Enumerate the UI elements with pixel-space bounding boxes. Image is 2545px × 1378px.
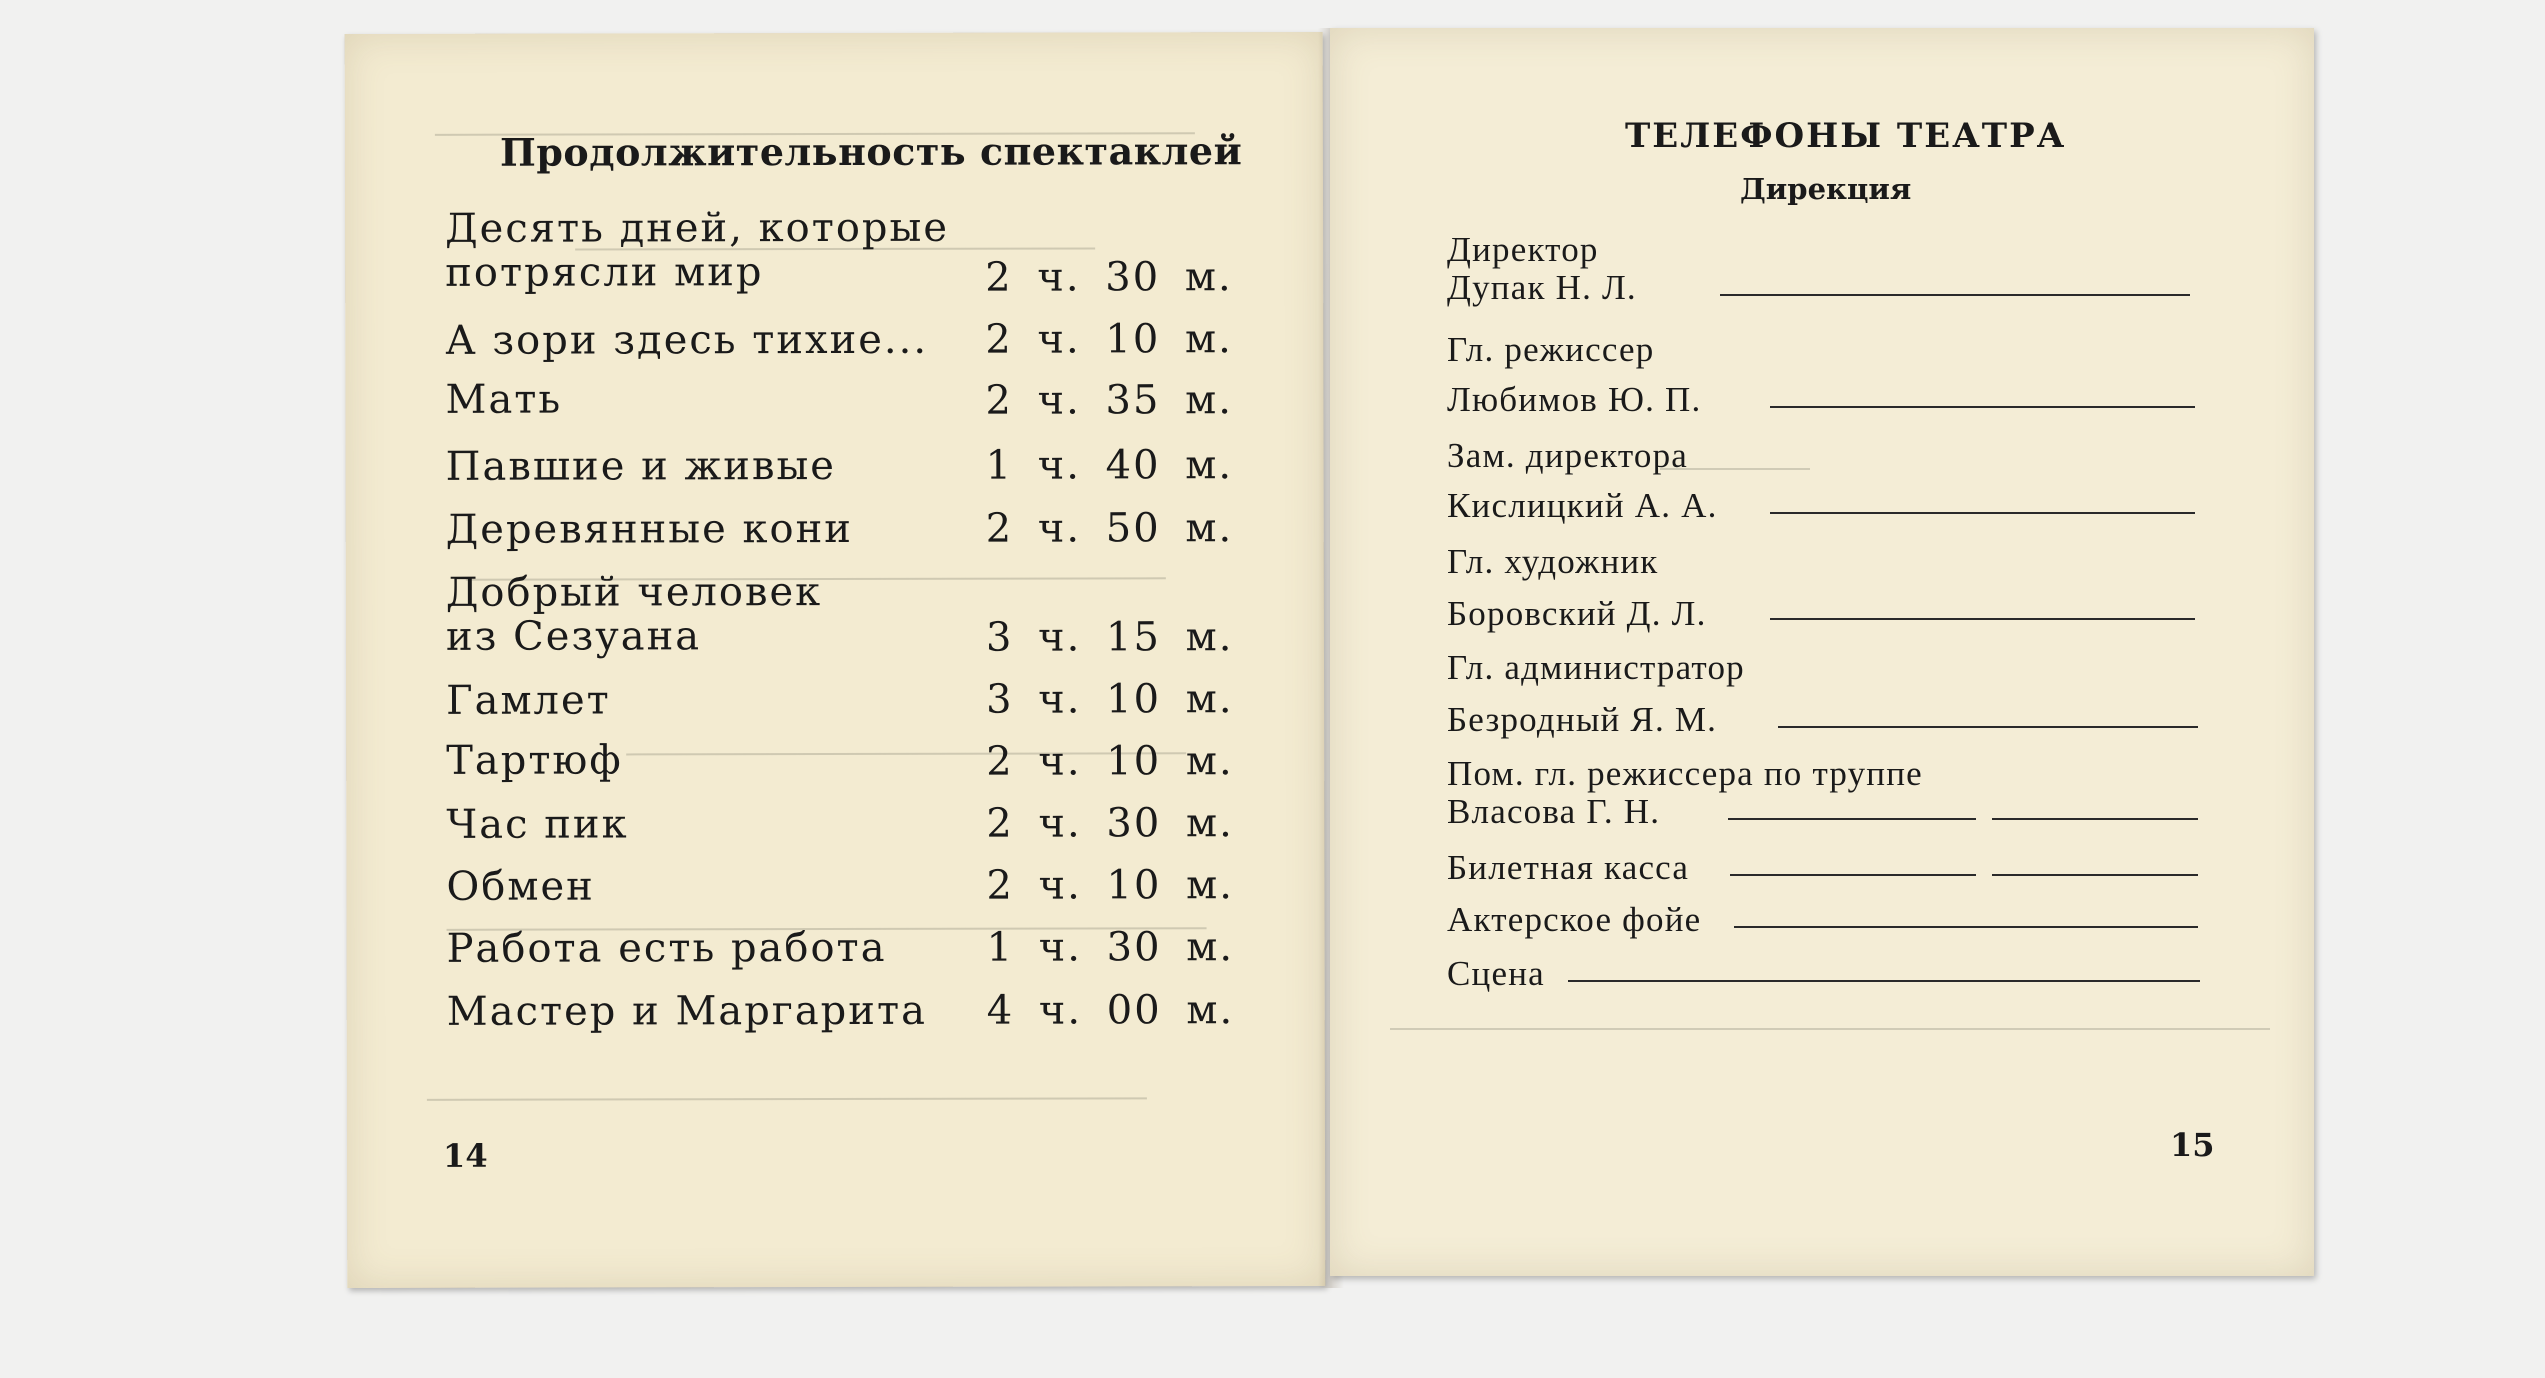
performance-duration: 2 ч. 30 м. xyxy=(986,800,1234,847)
page-number: 15 xyxy=(2170,1126,2215,1164)
phone-blank-line xyxy=(1720,294,2190,296)
phone-blank-line xyxy=(1730,874,1976,876)
performance-duration: 4 ч. 00 м. xyxy=(986,987,1235,1034)
page-title: ТЕЛЕФОНЫ ТЕАТРА xyxy=(1625,116,2067,156)
phone-blank-line xyxy=(1734,926,2198,928)
phone-blank-line xyxy=(1568,980,2200,982)
performance-title: Добрый человек xyxy=(445,569,823,616)
person-name: Любимов Ю. П. xyxy=(1447,380,1702,419)
performance-title: из Сезуана xyxy=(445,613,702,660)
role-label: Гл. художник xyxy=(1447,542,1659,581)
role-label: Зам. директора xyxy=(1447,436,1689,475)
section-subtitle: Дирекция xyxy=(1740,172,1912,206)
phone-blank-line xyxy=(1728,818,1976,820)
performance-title: Десять дней, которые xyxy=(445,204,950,252)
person-name: Безродный Я. М. xyxy=(1447,700,1718,739)
role-label: Гл. администратор xyxy=(1447,648,1745,687)
left-page xyxy=(345,32,1326,1288)
performance-title: Мастер и Маргарита xyxy=(446,987,927,1035)
performance-duration: 2 ч. 30 м. xyxy=(985,254,1233,301)
right-page xyxy=(1330,28,2314,1276)
person-name: Дупак Н. Л. xyxy=(1447,268,1637,307)
page-number: 14 xyxy=(442,1136,488,1175)
performance-duration: 1 ч. 30 м. xyxy=(986,924,1235,971)
performance-duration: 2 ч. 35 м. xyxy=(985,377,1233,424)
performance-duration: 1 ч. 40 м. xyxy=(985,442,1234,489)
performance-title: А зори здесь тихие... xyxy=(445,316,929,364)
person-name: Кислицкий А. А. xyxy=(1447,486,1718,525)
person-name: Власова Г. Н. xyxy=(1447,792,1661,831)
performance-duration: 2 ч. 10 м. xyxy=(986,862,1235,909)
performance-title: Тартюф xyxy=(446,737,623,784)
performance-duration: 2 ч. 10 м. xyxy=(985,316,1233,363)
performance-title: Павшие и живые xyxy=(445,442,836,490)
performance-duration: 2 ч. 50 м. xyxy=(985,505,1234,552)
service-label: Сцена xyxy=(1447,954,1545,993)
page-title: Продолжительность спектаклей xyxy=(499,128,1243,175)
phone-blank-line xyxy=(1778,726,2198,728)
phone-blank-line xyxy=(1770,618,2195,620)
performance-duration: 3 ч. 15 м. xyxy=(985,614,1234,661)
performance-title: потрясли мир xyxy=(445,249,764,296)
performance-title: Час пик xyxy=(446,801,629,848)
role-label: Директор xyxy=(1447,230,1599,269)
performance-title: Работа есть работа xyxy=(446,924,887,972)
service-label: Актерское фойе xyxy=(1447,900,1702,939)
performance-duration: 2 ч. 10 м. xyxy=(986,738,1234,785)
person-name: Боровский Д. Л. xyxy=(1447,594,1707,633)
role-label: Пом. гл. режиссера по труппе xyxy=(1447,754,1923,793)
performance-title: Обмен xyxy=(446,863,595,910)
role-label: Гл. режиссер xyxy=(1447,330,1655,369)
phone-blank-line xyxy=(1770,406,2195,408)
phone-blank-line xyxy=(1770,512,2195,514)
phone-blank-line xyxy=(1992,818,2198,820)
performance-title: Мать xyxy=(445,376,563,423)
phone-blank-line xyxy=(1992,874,2198,876)
performance-title: Деревянные кони xyxy=(445,505,853,553)
performance-title: Гамлет xyxy=(446,677,611,724)
performance-duration: 3 ч. 10 м. xyxy=(986,676,1234,723)
service-label: Билетная касса xyxy=(1447,848,1690,887)
